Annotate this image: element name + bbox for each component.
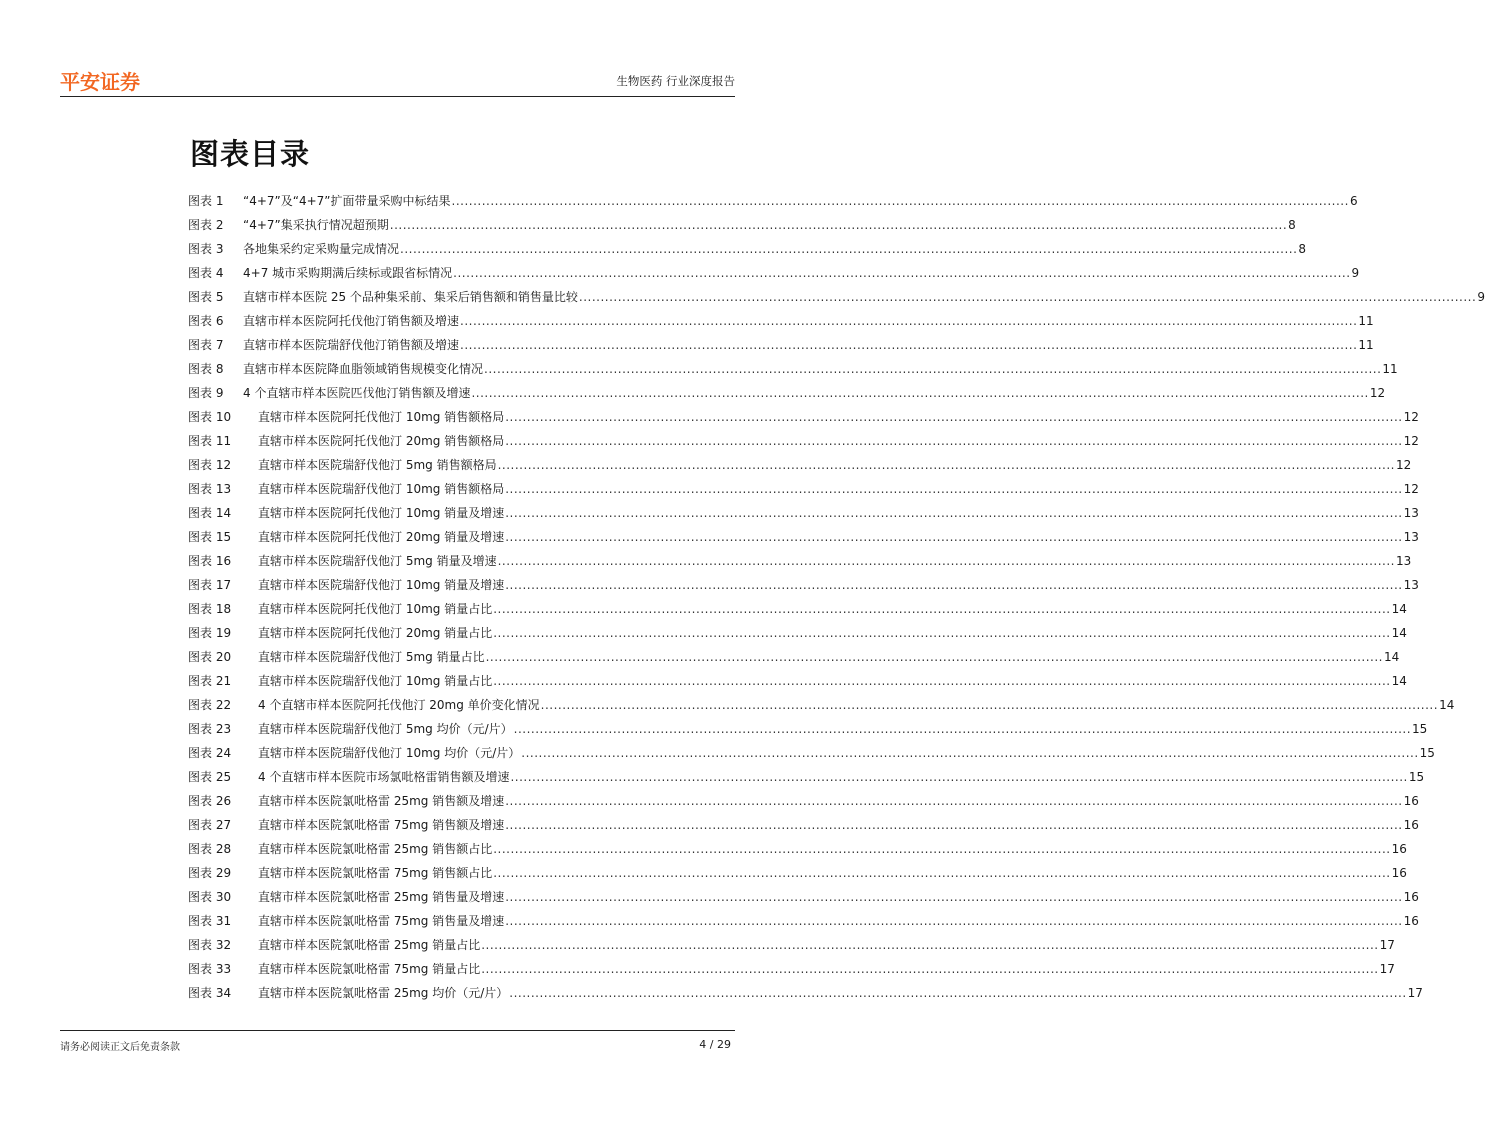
toc-entry-page: 17 <box>1407 986 1423 1000</box>
toc-entry-page: 16 <box>1403 890 1419 904</box>
toc-leader-dots <box>505 525 1402 549</box>
toc-entry-page: 13 <box>1403 578 1419 592</box>
toc-entry-label: 图表 2 <box>188 218 224 232</box>
toc-entry-title: 直辖市样本医院阿托伐他汀 10mg 销量及增速 <box>258 506 505 520</box>
toc-leader-dots <box>505 501 1402 525</box>
toc-entry-page: 11 <box>1358 338 1374 352</box>
toc-leader-dots <box>493 597 1390 621</box>
page-number: 4 / 29 <box>699 1038 731 1051</box>
toc-entry-label: 图表 24 <box>188 746 232 760</box>
toc-entry-label: 图表 26 <box>188 794 232 808</box>
toc-entry-page: 16 <box>1403 794 1419 808</box>
toc-entry-title: 直辖市样本医院氯吡格雷 75mg 销售量及增速 <box>258 914 505 928</box>
toc-entry-label: 图表 6 <box>188 314 224 328</box>
toc-entry-label: 图表 34 <box>188 986 232 1000</box>
toc-entry-title: 直辖市样本医院氯吡格雷 75mg 销售额占比 <box>258 866 493 880</box>
toc-entry[interactable] <box>188 525 1419 549</box>
toc-entry[interactable] <box>188 285 1485 309</box>
toc-leader-dots <box>498 453 1395 477</box>
toc-leader-dots <box>452 189 1349 213</box>
toc-entry-page: 12 <box>1403 434 1419 448</box>
toc-entry-page: 12 <box>1403 482 1419 496</box>
toc-entry-title: 4+7 城市采购期满后续标或跟省标情况 <box>243 266 453 280</box>
toc-entry-page: 12 <box>1403 410 1419 424</box>
toc-leader-dots <box>505 477 1402 501</box>
toc-entry-label: 图表 4 <box>188 266 224 280</box>
toc-list <box>188 189 1485 1005</box>
toc-entry-title: 直辖市样本医院阿托伐他汀 20mg 销量占比 <box>258 626 493 640</box>
toc-leader-dots <box>498 549 1395 573</box>
toc-entry[interactable] <box>188 645 1400 669</box>
toc-entry[interactable] <box>188 501 1419 525</box>
toc-entry-title: 4 个直辖市样本医院阿托伐他汀 20mg 单价变化情况 <box>258 698 540 712</box>
toc-leader-dots <box>493 621 1390 645</box>
toc-entry[interactable] <box>188 333 1374 357</box>
toc-entry-label: 图表 13 <box>188 482 232 496</box>
toc-entry-title: 直辖市样本医院氯吡格雷 75mg 销售额及增速 <box>258 818 505 832</box>
toc-entry[interactable] <box>188 621 1407 645</box>
toc-entry-label: 图表 31 <box>188 914 232 928</box>
toc-entry[interactable] <box>188 357 1398 381</box>
toc-entry-page: 17 <box>1379 938 1395 952</box>
toc-entry-label: 图表 17 <box>188 578 232 592</box>
toc-entry[interactable] <box>188 573 1419 597</box>
toc-entry-page: 6 <box>1349 194 1358 208</box>
toc-entry-title: 直辖市样本医院瑞舒伐他汀 10mg 销售额格局 <box>258 482 505 496</box>
toc-entry-page: 14 <box>1391 626 1407 640</box>
toc-entry-label: 图表 15 <box>188 530 232 544</box>
toc-entry-title: 直辖市样本医院瑞舒伐他汀 10mg 均价（元/片） <box>258 746 521 760</box>
toc-leader-dots <box>493 837 1390 861</box>
toc-leader-dots <box>471 381 1368 405</box>
toc-entry-label: 图表 33 <box>188 962 232 976</box>
toc-entry[interactable] <box>188 237 1307 261</box>
toc-entry[interactable] <box>188 189 1358 213</box>
toc-entry-page: 8 <box>1298 242 1307 256</box>
toc-entry[interactable] <box>188 669 1407 693</box>
toc-leader-dots <box>505 885 1402 909</box>
toc-entry-page: 13 <box>1403 530 1419 544</box>
toc-entry-page: 15 <box>1412 722 1428 736</box>
toc-entry[interactable] <box>188 429 1419 453</box>
toc-entry-title: “4+7”及“4+7”扩面带量采购中标结果 <box>243 194 451 208</box>
toc-entry[interactable] <box>188 813 1419 837</box>
toc-entry-title: 直辖市样本医院瑞舒伐他汀 5mg 销量占比 <box>258 650 485 664</box>
toc-entry-page: 14 <box>1391 602 1407 616</box>
toc-entry-label: 图表 28 <box>188 842 232 856</box>
toc-entry-page: 14 <box>1439 698 1455 712</box>
toc-entry-label: 图表 10 <box>188 410 232 424</box>
toc-leader-dots <box>493 669 1390 693</box>
toc-entry-page: 16 <box>1403 818 1419 832</box>
toc-entry-label: 图表 19 <box>188 626 232 640</box>
toc-entry-title: 直辖市样本医院阿托伐他汀 20mg 销量及增速 <box>258 530 505 544</box>
footer-divider <box>60 1030 735 1031</box>
toc-entry-title: 直辖市样本医院氯吡格雷 25mg 均价（元/片） <box>258 986 509 1000</box>
toc-entry[interactable] <box>188 261 1360 285</box>
toc-entry-label: 图表 21 <box>188 674 232 688</box>
toc-entry[interactable] <box>188 597 1407 621</box>
toc-entry[interactable] <box>188 981 1423 1005</box>
toc-entry[interactable] <box>188 213 1296 237</box>
toc-entry-page: 16 <box>1391 866 1407 880</box>
toc-leader-dots <box>579 285 1476 309</box>
toc-entry[interactable] <box>188 861 1407 885</box>
toc-entry-page: 16 <box>1403 914 1419 928</box>
toc-leader-dots <box>481 933 1378 957</box>
toc-entry[interactable] <box>188 765 1425 789</box>
footer-disclaimer: 请务必阅读正文后免责条款 <box>60 1042 180 1053</box>
toc-entry-label: 图表 18 <box>188 602 232 616</box>
toc-entry-label: 图表 9 <box>188 386 224 400</box>
toc-entry-label: 图表 23 <box>188 722 232 736</box>
toc-entry-label: 图表 1 <box>188 194 224 208</box>
toc-leader-dots <box>460 309 1357 333</box>
toc-entry-title: 直辖市样本医院瑞舒伐他汀销售额及增速 <box>243 338 460 352</box>
brand-logo: 平安证券 <box>60 70 140 94</box>
page-title: 图表目录 <box>190 137 311 171</box>
toc-entry-page: 17 <box>1379 962 1395 976</box>
toc-entry-page: 13 <box>1403 506 1419 520</box>
toc-entry-page: 11 <box>1382 362 1398 376</box>
toc-entry[interactable] <box>188 477 1419 501</box>
toc-entry-title: 直辖市样本医院瑞舒伐他汀 10mg 销量及增速 <box>258 578 505 592</box>
toc-entry-title: 直辖市样本医院瑞舒伐他汀 5mg 均价（元/片） <box>258 722 513 736</box>
toc-entry[interactable] <box>188 381 1386 405</box>
toc-entry-label: 图表 14 <box>188 506 232 520</box>
toc-leader-dots <box>521 741 1418 765</box>
toc-entry[interactable] <box>188 405 1419 429</box>
toc-entry[interactable] <box>188 309 1374 333</box>
toc-entry[interactable] <box>188 549 1412 573</box>
toc-leader-dots <box>484 357 1381 381</box>
toc-entry[interactable] <box>188 933 1395 957</box>
toc-entry-page: 12 <box>1395 458 1412 472</box>
toc-entry-page: 14 <box>1391 674 1407 688</box>
toc-entry-label: 图表 32 <box>188 938 232 952</box>
toc-entry-title: 直辖市样本医院阿托伐他汀 20mg 销售额格局 <box>258 434 505 448</box>
toc-entry-title: 直辖市样本医院氯吡格雷 75mg 销量占比 <box>258 962 481 976</box>
toc-entry-label: 图表 20 <box>188 650 232 664</box>
toc-entry-title: 各地集采约定采购量完成情况 <box>243 242 400 256</box>
toc-leader-dots <box>390 213 1287 237</box>
toc-leader-dots <box>493 861 1390 885</box>
toc-entry-title: “4+7”集采执行情况超预期 <box>243 218 389 232</box>
toc-leader-dots <box>486 645 1383 669</box>
toc-entry-label: 图表 12 <box>188 458 232 472</box>
toc-entry-page: 8 <box>1288 218 1296 232</box>
toc-entry-label: 图表 22 <box>188 698 232 712</box>
toc-entry[interactable] <box>188 741 1435 765</box>
toc-entry[interactable] <box>188 885 1419 909</box>
toc-entry-title: 直辖市样本医院 25 个品种集采前、集采后销售额和销售量比较 <box>243 290 578 304</box>
toc-entry[interactable] <box>188 837 1407 861</box>
toc-entry-title: 直辖市样本医院氯吡格雷 25mg 销量占比 <box>258 938 481 952</box>
report-type: 生物医药 行业深度报告 <box>616 74 735 88</box>
toc-entry[interactable] <box>188 693 1455 717</box>
toc-entry[interactable] <box>188 789 1419 813</box>
toc-entry-label: 图表 11 <box>188 434 232 448</box>
toc-entry-label: 图表 27 <box>188 818 232 832</box>
toc-entry-title: 直辖市样本医院氯吡格雷 25mg 销售额占比 <box>258 842 493 856</box>
toc-entry[interactable] <box>188 717 1428 741</box>
toc-entry[interactable] <box>188 909 1419 933</box>
toc-entry-page: 9 <box>1477 290 1485 304</box>
toc-entry-title: 直辖市样本医院瑞舒伐他汀 5mg 销量及增速 <box>258 554 497 568</box>
toc-entry-title: 4 个直辖市样本医院市场氯吡格雷销售额及增速 <box>258 770 510 784</box>
toc-entry-label: 图表 8 <box>188 362 224 376</box>
toc-leader-dots <box>453 261 1350 285</box>
toc-leader-dots <box>460 333 1357 357</box>
toc-entry-title: 直辖市样本医院阿托伐他汀 10mg 销售额格局 <box>258 410 505 424</box>
toc-entry-label: 图表 5 <box>188 290 224 304</box>
toc-entry-title: 直辖市样本医院氯吡格雷 25mg 销售额及增速 <box>258 794 505 808</box>
toc-entry-page: 12 <box>1369 386 1386 400</box>
toc-leader-dots <box>510 765 1407 789</box>
toc-leader-dots <box>505 429 1402 453</box>
toc-leader-dots <box>541 693 1438 717</box>
toc-entry-page: 15 <box>1419 746 1435 760</box>
toc-entry-title: 直辖市样本医院阿托伐他汀销售额及增速 <box>243 314 460 328</box>
toc-entry-title: 4 个直辖市样本医院匹伐他汀销售额及增速 <box>243 386 471 400</box>
toc-entry-page: 15 <box>1408 770 1425 784</box>
toc-entry-title: 直辖市样本医院氯吡格雷 25mg 销售量及增速 <box>258 890 505 904</box>
toc-entry-title: 直辖市样本医院瑞舒伐他汀 5mg 销售额格局 <box>258 458 497 472</box>
toc-entry-page: 11 <box>1358 314 1374 328</box>
toc-leader-dots <box>505 573 1402 597</box>
toc-entry[interactable] <box>188 453 1412 477</box>
toc-entry-label: 图表 3 <box>188 242 224 256</box>
toc-entry-title: 直辖市样本医院降血脂领域销售规模变化情况 <box>243 362 484 376</box>
toc-entry-label: 图表 29 <box>188 866 232 880</box>
toc-leader-dots <box>505 405 1402 429</box>
toc-entry-title: 直辖市样本医院阿托伐他汀 10mg 销量占比 <box>258 602 493 616</box>
header-divider <box>60 96 735 97</box>
toc-entry-page: 13 <box>1395 554 1412 568</box>
toc-entry-label: 图表 25 <box>188 770 232 784</box>
toc-entry-title: 直辖市样本医院瑞舒伐他汀 10mg 销量占比 <box>258 674 493 688</box>
toc-leader-dots <box>481 957 1378 981</box>
toc-entry-label: 图表 7 <box>188 338 224 352</box>
toc-leader-dots <box>505 789 1402 813</box>
toc-leader-dots <box>514 717 1411 741</box>
toc-leader-dots <box>505 909 1402 933</box>
toc-entry-page: 9 <box>1351 266 1360 280</box>
toc-leader-dots <box>400 237 1297 261</box>
toc-leader-dots <box>509 981 1406 1005</box>
toc-entry-label: 图表 16 <box>188 554 232 568</box>
toc-entry-page: 16 <box>1391 842 1407 856</box>
toc-entry[interactable] <box>188 957 1395 981</box>
toc-entry-page: 14 <box>1383 650 1400 664</box>
toc-entry-label: 图表 30 <box>188 890 232 904</box>
toc-leader-dots <box>505 813 1402 837</box>
